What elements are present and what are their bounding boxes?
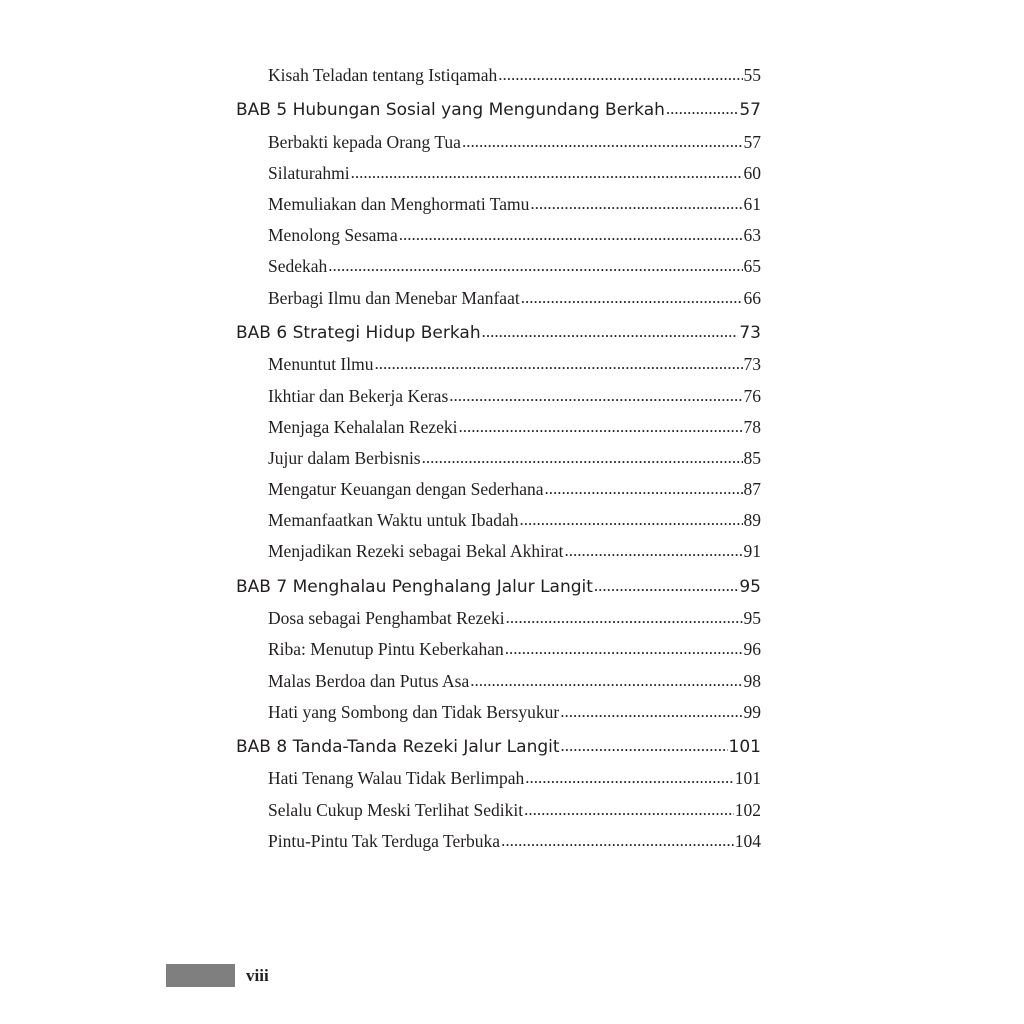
- toc-chapter-row: [236, 316, 761, 350]
- page-number: 57: [739, 100, 761, 121]
- page-number: 87: [743, 479, 761, 500]
- entry-title: Sedekah: [268, 256, 328, 277]
- toc-entry-row: [236, 158, 761, 189]
- page-number: 98: [743, 670, 761, 691]
- dot-leader: [482, 315, 739, 350]
- dot-leader: [422, 442, 743, 473]
- toc-entry-row: [236, 634, 761, 665]
- dot-leader: [525, 762, 733, 793]
- page-number: 55: [743, 65, 761, 85]
- entry-title: Menjadikan Rezeki sebagai Bekal Akhirat: [268, 541, 564, 562]
- entry-title: Ikhtiar dan Bekerja Keras: [268, 385, 449, 406]
- dot-leader: [564, 535, 742, 566]
- toc-entry-row: [236, 60, 761, 91]
- entry-title: Hati yang Sombong dan Tidak Bersyukur: [268, 701, 560, 722]
- page-number: 91: [743, 541, 761, 562]
- toc-entry-row: [236, 283, 761, 314]
- entry-title: Selalu Cukup Meski Terlihat Sedikit: [268, 799, 524, 820]
- toc-entry-row: [236, 536, 761, 567]
- page-number: 104: [734, 830, 761, 851]
- page-footer: [166, 964, 269, 987]
- toc-entry-row: [236, 763, 761, 794]
- entry-title: Menjaga Kehalalan Rezeki: [268, 416, 458, 437]
- entry-title: Jujur dalam Berbisnis: [268, 447, 421, 468]
- footer-bar: [166, 964, 235, 987]
- dot-leader: [351, 157, 743, 188]
- dot-leader: [449, 380, 742, 411]
- page-number: 65: [743, 256, 761, 277]
- page-number: 85: [743, 447, 761, 468]
- page-number: 66: [743, 287, 761, 308]
- dot-leader: [399, 219, 743, 250]
- toc-entry-row: [236, 603, 761, 634]
- toc-entry-row: [236, 474, 761, 505]
- entry-title: Menuntut Ilmu: [268, 354, 374, 375]
- chapter-title: BAB 8 Tanda-Tanda Rezeki Jalur Langit: [236, 736, 560, 757]
- dot-leader: [462, 126, 743, 157]
- dot-leader: [530, 188, 742, 219]
- chapter-title: BAB 6 Strategi Hidup Berkah: [236, 322, 481, 343]
- toc-entry-row: [236, 127, 761, 158]
- dot-leader: [519, 504, 742, 535]
- entry-title: Dosa sebagai Penghambat Rezeki: [268, 608, 505, 629]
- toc-entry-row: [236, 505, 761, 536]
- dot-leader: [498, 59, 742, 90]
- entry-title: Pintu-Pintu Tak Terduga Terbuka: [268, 830, 501, 851]
- entry-title: Berbakti kepada Orang Tua: [268, 131, 461, 152]
- page-number: 102: [734, 799, 761, 820]
- page-number: 57: [743, 131, 761, 152]
- chapter-title: BAB 7 Menghalau Penghalang Jalur Langit: [236, 576, 593, 597]
- dot-leader: [374, 348, 742, 379]
- page-number: 89: [743, 510, 761, 531]
- entry-title: Riba: Menutup Pintu Keberkahan: [268, 639, 504, 660]
- dot-leader: [666, 92, 738, 127]
- dot-leader: [328, 250, 742, 281]
- toc-entry-row: [236, 412, 761, 443]
- page-number: 96: [743, 639, 761, 660]
- toc-chapter-row: [236, 570, 761, 604]
- entry-title: Memuliakan dan Menghormati Tamu: [268, 194, 530, 215]
- page-number: 61: [743, 194, 761, 215]
- footer-page-number: viii: [246, 965, 269, 985]
- dot-leader: [524, 794, 734, 825]
- dot-leader: [561, 729, 728, 764]
- toc-chapter-row: [236, 730, 761, 764]
- entry-title: Silaturahmi: [268, 162, 350, 183]
- dot-leader: [505, 633, 743, 664]
- dot-leader: [545, 473, 743, 504]
- dot-leader: [560, 696, 742, 727]
- entry-title: Menolong Sesama: [268, 225, 398, 246]
- dot-leader: [501, 825, 734, 856]
- toc-entry-row: [236, 443, 761, 474]
- entry-title: Mengatur Keuangan dengan Sederhana: [268, 479, 544, 500]
- page-number: 76: [743, 385, 761, 406]
- page-number: 73: [743, 354, 761, 375]
- page-number: 63: [743, 225, 761, 246]
- dot-leader: [470, 665, 742, 696]
- dot-leader: [459, 411, 743, 442]
- page-number: 101: [728, 736, 761, 757]
- dot-leader: [521, 282, 743, 313]
- entry-title: Hati Tenang Walau Tidak Berlimpah: [268, 768, 525, 789]
- toc-entry-row: [236, 666, 761, 697]
- toc-entry-row: [236, 189, 761, 220]
- dot-leader: [506, 602, 743, 633]
- toc-entry-row: [236, 381, 761, 412]
- page-number: 95: [739, 576, 761, 597]
- page-number: 95: [743, 608, 761, 629]
- dot-leader: [594, 569, 738, 604]
- entry-title: Memanfaatkan Waktu untuk Ibadah: [268, 510, 519, 531]
- page-number: 73: [739, 322, 761, 343]
- toc-entry-row: [236, 795, 761, 826]
- toc-entry-row: [236, 826, 761, 857]
- entry-title: Berbagi Ilmu dan Menebar Manfaat: [268, 287, 520, 308]
- toc-entry-row: [236, 220, 761, 251]
- page-number: 78: [743, 416, 761, 437]
- entry-title: Malas Berdoa dan Putus Asa: [268, 670, 470, 691]
- page-number: 99: [743, 701, 761, 722]
- page-number: 60: [743, 162, 761, 183]
- toc-entry-row: [236, 697, 761, 728]
- chapter-title: BAB 5 Hubungan Sosial yang Mengundang Berkah: [236, 100, 665, 121]
- toc-chapter-row: [236, 93, 761, 127]
- toc-entry-row: [236, 349, 761, 380]
- table-of-contents: [236, 60, 761, 857]
- page-number: 101: [734, 768, 761, 789]
- entry-title: Kisah Teladan tentang Istiqamah: [268, 65, 498, 85]
- toc-entry-row: [236, 251, 761, 282]
